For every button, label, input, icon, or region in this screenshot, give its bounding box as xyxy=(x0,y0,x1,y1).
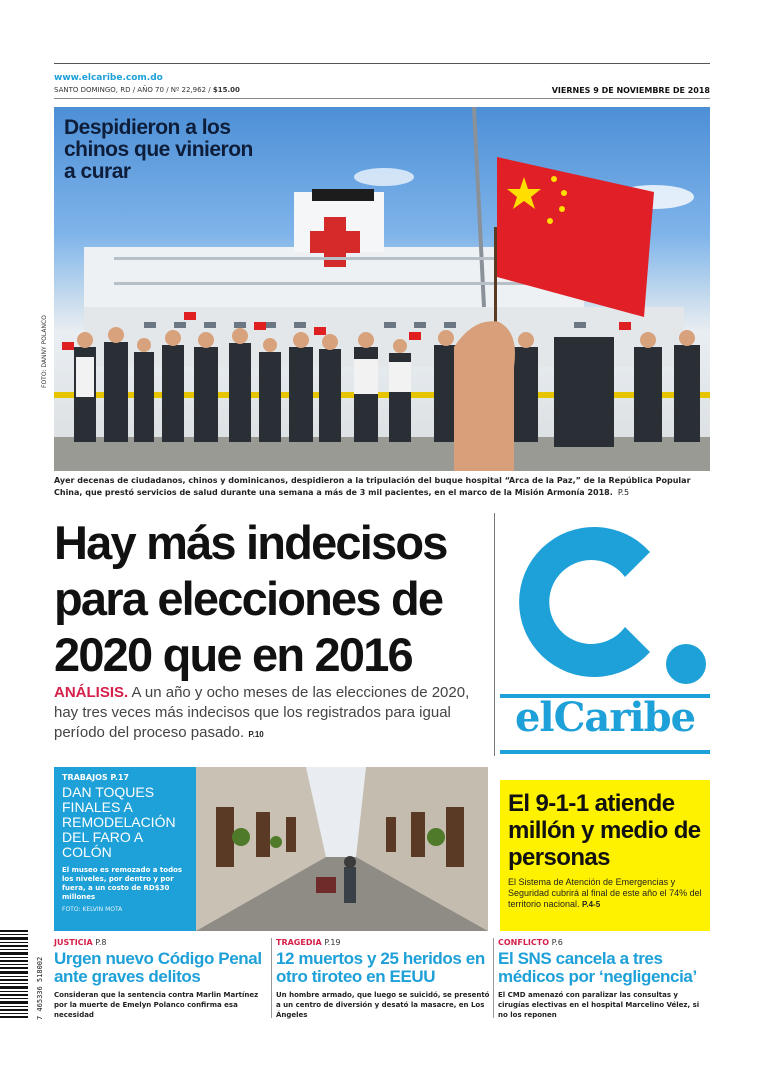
hero-headline[interactable]: Despidieron a los chinos que vinieron a curar xyxy=(64,116,253,183)
trabajos-photo-credit: FOTO: KELVIN MOTA xyxy=(62,906,123,913)
bottom-kicker xyxy=(54,938,268,947)
edition-prefix: SANTO DOMINGO, RD / AÑO 70 / Nº 22,962 / xyxy=(54,86,213,94)
bottom-text: El CMD amenazó con paralizar las consultas y cirugías electivas en el hospital Marcelino Vélez, si no los reponen xyxy=(498,991,700,1019)
trabajos-text: El museo es remozado a todos los niveles, por dentro y por fuera, a un costo de RD$30 millones xyxy=(62,866,183,901)
deck-page: P.10 xyxy=(248,730,264,739)
trabajos-box[interactable] xyxy=(54,767,196,931)
hero-caption-page: P.5 xyxy=(617,488,630,497)
bottom-story-tragedia[interactable] xyxy=(276,938,490,1020)
hero-caption xyxy=(54,475,710,499)
deck-text: A un año y ocho meses de las elecciones de 2020, hay tres veces más indecisos que los registrados para igual período del proceso pasado. xyxy=(54,684,470,741)
bottom-kicker-label: CONFLICTO xyxy=(498,938,550,947)
bottom-kicker-page: P.8 xyxy=(92,938,107,947)
elcaribe-logo-c[interactable] xyxy=(500,512,710,692)
edition-info xyxy=(54,86,240,94)
bottom-headline[interactable]: Urgen nuevo Código Penal ante graves delitos xyxy=(54,949,262,986)
trabajos-headline[interactable]: DAN TOQUES FINALES A REMODELACIÓN DEL FARO A COLÓN xyxy=(62,784,176,860)
price: $15.00 xyxy=(212,86,240,94)
site-url-link[interactable]: www.elcaribe.com.do xyxy=(54,73,163,83)
yellow-box-page: P.4-5 xyxy=(582,900,601,909)
yellow-box-text xyxy=(508,877,702,910)
masthead-rule xyxy=(54,98,710,99)
barcode-digits: 7 465336 518002 xyxy=(36,956,44,1020)
yellow-box[interactable] xyxy=(500,780,710,931)
barcode-icon xyxy=(0,928,28,1020)
bottom-kicker xyxy=(498,938,710,947)
main-deck xyxy=(54,683,490,745)
bottom-kicker xyxy=(276,938,490,947)
bottom-kicker-label: JUSTICIA xyxy=(54,938,93,947)
bottom-kicker-label: TRAGEDIA xyxy=(276,938,322,947)
bottom-story-justicia[interactable] xyxy=(54,938,268,1020)
bottom-text: Un hombre armado, que luego se suicidó, se presentó a un centro de diversión y desató la masacre, en Los Ángeles xyxy=(276,991,490,1019)
hero-caption-text: Ayer decenas de ciudadanos, chinos y dominicanos, despidieron a la tripulación del buque hospital “Arca de la Paz,” de la República Popular China, que prestó servicios de salud durante una semana a más de 3 mil pacientes, en el marco de la Misión Armonía 2018. xyxy=(54,476,691,497)
bottom-headline[interactable]: 12 muertos y 25 heridos en otro tiroteo en EEUU xyxy=(276,949,485,986)
top-rule xyxy=(54,63,710,64)
yellow-box-body: El Sistema de Atención de Emergencias y Seguridad cubrirá al final de este año el 74% del territorio nacional. xyxy=(508,877,702,909)
yellow-box-headline[interactable]: El 9-1-1 atiende millón y medio de personas xyxy=(508,790,701,871)
bottom-story-conflicto[interactable] xyxy=(498,938,710,1020)
column-divider xyxy=(493,938,494,1018)
trabajos-photo-illustration xyxy=(196,767,488,931)
vertical-divider xyxy=(494,513,495,756)
deck-kicker: ANÁLISIS. xyxy=(54,684,129,701)
main-headline[interactable]: Hay más indecisos para elecciones de 2020 que en 2016 xyxy=(54,516,447,681)
column-divider xyxy=(271,938,272,1018)
bottom-kicker-page: P.6 xyxy=(549,938,563,947)
bottom-headline[interactable]: El SNS cancela a tres médicos por ‘negligencia’ xyxy=(498,949,697,986)
elcaribe-logo-text[interactable]: elCaribe xyxy=(514,694,696,741)
trabajos-kicker: TRABAJOS P.17 xyxy=(62,773,129,782)
edition-date: VIERNES 9 DE NOVIEMBRE DE 2018 xyxy=(551,86,710,95)
hero-photo-credit: FOTO: DANNY POLANCO xyxy=(41,315,48,388)
bottom-kicker-page: P.19 xyxy=(321,938,341,947)
hero-photo[interactable] xyxy=(54,107,710,471)
bottom-text: Consideran que la sentencia contra Marlin Martínez por la muerte de Emelyn Polanco confirma esa necesidad xyxy=(54,991,259,1019)
trabajos-photo[interactable] xyxy=(196,767,488,931)
logo-rule-bottom xyxy=(500,750,710,754)
